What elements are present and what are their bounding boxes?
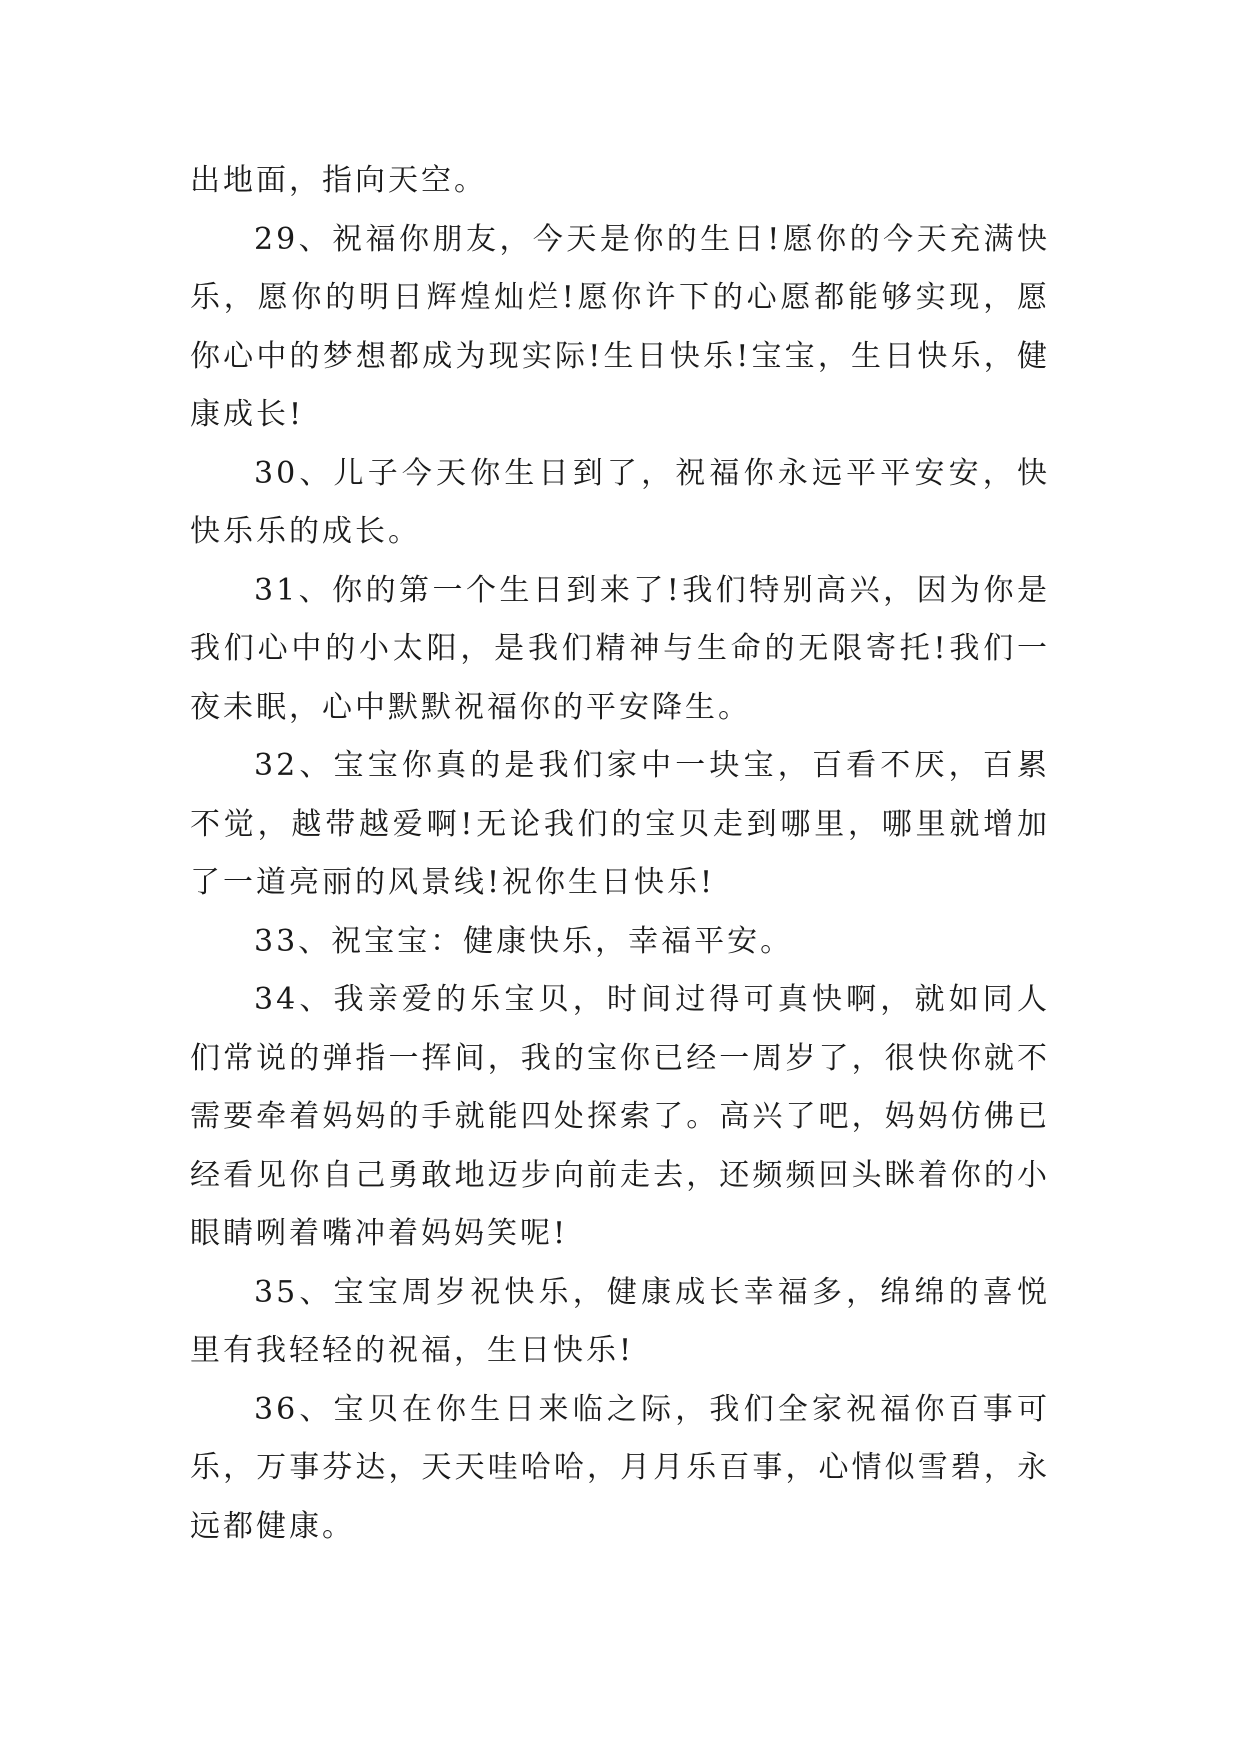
paragraph-item-36: 36、宝贝在你生日来临之际，我们全家祝福你百事可乐，万事芬达，天天哇哈哈，月月乐百事，心情似雪碧，永远都健康。 bbox=[190, 1391, 1050, 1544]
document-body bbox=[190, 152, 1050, 1556]
paragraph-continuation: 出地面，指向天空。 bbox=[190, 163, 487, 198]
paragraph-item-29: 29、祝福你朋友，今天是你的生日!愿你的今天充满快乐，愿你的明日辉煌灿烂!愿你许下的心愿都能够实现，愿你心中的梦想都成为现实际!生日快乐!宝宝，生日快乐，健康成长! bbox=[190, 221, 1050, 432]
paragraph-item-32: 32、宝宝你真的是我们家中一块宝，百看不厌，百累不觉，越带越爱啊!无论我们的宝贝走到哪里，哪里就增加了一道亮丽的风景线!祝你生日快乐! bbox=[190, 748, 1050, 900]
paragraph-item-35: 35、宝宝周岁祝快乐，健康成长幸福多，绵绵的喜悦里有我轻轻的祝福，生日快乐! bbox=[190, 1274, 1050, 1368]
paragraph-item-31: 31、你的第一个生日到来了!我们特别高兴，因为你是我们心中的小太阳，是我们精神与生命的无限寄托!我们一夜未眠，心中默默祝福你的平安降生。 bbox=[190, 572, 1050, 725]
paragraph-item-33: 33、祝宝宝：健康快乐，幸福平安。 bbox=[254, 923, 794, 959]
paragraph-item-30: 30、儿子今天你生日到了，祝福你永远平平安安，快快乐乐的成长。 bbox=[190, 455, 1050, 549]
paragraph-item-34: 34、我亲爱的乐宝贝，时间过得可真快啊，就如同人们常说的弹指一挥间，我的宝你已经一周岁了，很快你就不需要牵着妈妈的手就能四处探索了。高兴了吧，妈妈仿佛已经看见你自己勇敢地迈步向前走去，还频频回头眯着你的小眼睛咧着嘴冲着妈妈笑呢! bbox=[190, 982, 1050, 1251]
